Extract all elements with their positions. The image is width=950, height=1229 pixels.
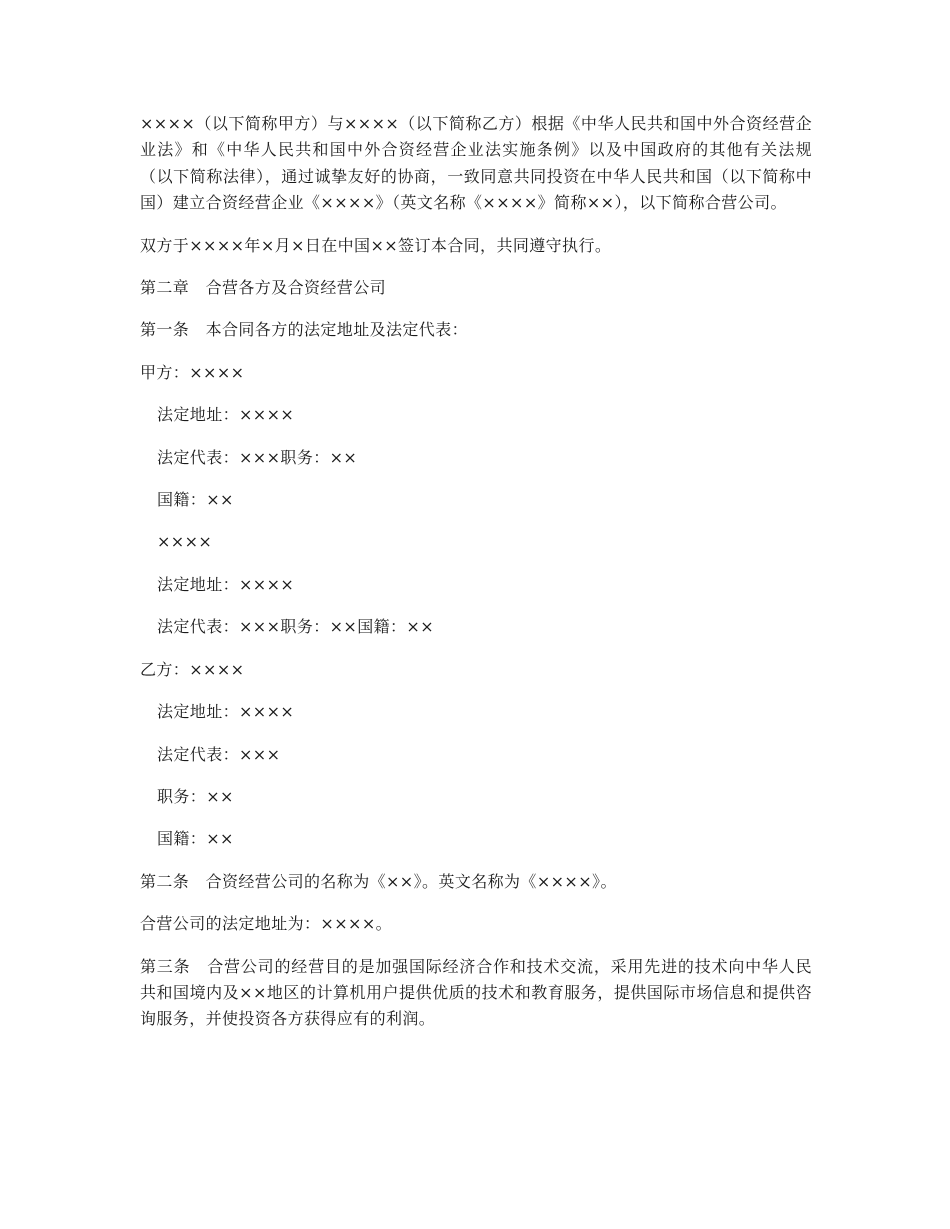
party-a-address: 法定地址：×××× (157, 405, 295, 425)
party-other-line: ×××× (157, 532, 213, 552)
article-3-paragraph: 第三条 合营公司的经营目的是加强国际经济合作和技术交流，采用先进的技术向中华人民共和国境内及××地区的计算机用户提供优质的技术和教育服务，提供国际市场信息和提供咨询服务，并使投资各方获得应有的利润。 (140, 956, 812, 1029)
signing-paragraph: 双方于××××年×月×日在中国××签订本合同，共同遵守执行。 (140, 235, 612, 255)
party-b-address: 法定地址：×××× (157, 702, 295, 722)
party-a-representative: 法定代表：×××职务：×× (157, 447, 358, 467)
party-other-representative: 法定代表：×××职务：××国籍：×× (157, 617, 435, 637)
party-b-position: 职务：×× (157, 786, 234, 806)
article-1-heading: 第一条 本合同各方的法定地址及法定代表： (140, 320, 469, 340)
party-b-nationality: 国籍：×× (157, 829, 234, 849)
party-b-line: 乙方：×××× (140, 659, 245, 679)
document-body (140, 111, 812, 1033)
party-b-representative: 法定代表：××× (157, 744, 281, 764)
company-address-paragraph: 合营公司的法定地址为：××××。 (140, 914, 393, 934)
chapter-heading: 第二章 合营各方及合资经营公司 (140, 278, 387, 298)
party-other-address: 法定地址：×××× (157, 574, 295, 594)
article-2-paragraph: 第二条 合资经营公司的名称为《××》。英文名称为《××××》。 (140, 871, 617, 891)
preamble-paragraph: ××××（以下简称甲方）与××××（以下简称乙方）根据《中华人民共和国中外合资经营企业法》和《中华人民共和国中外合资经营企业法实施条例》以及中国政府的其他有关法规（以下简称法律），通过诚挚友好的协商，一致同意共同投资在中华人民共和国（以下简称中国）建立合资经营企业《××××》（英文名称《××××》简称××），以下简称合营公司。 (140, 114, 812, 213)
party-a-nationality: 国籍：×× (157, 490, 234, 510)
party-a-line: 甲方：×××× (140, 362, 245, 382)
